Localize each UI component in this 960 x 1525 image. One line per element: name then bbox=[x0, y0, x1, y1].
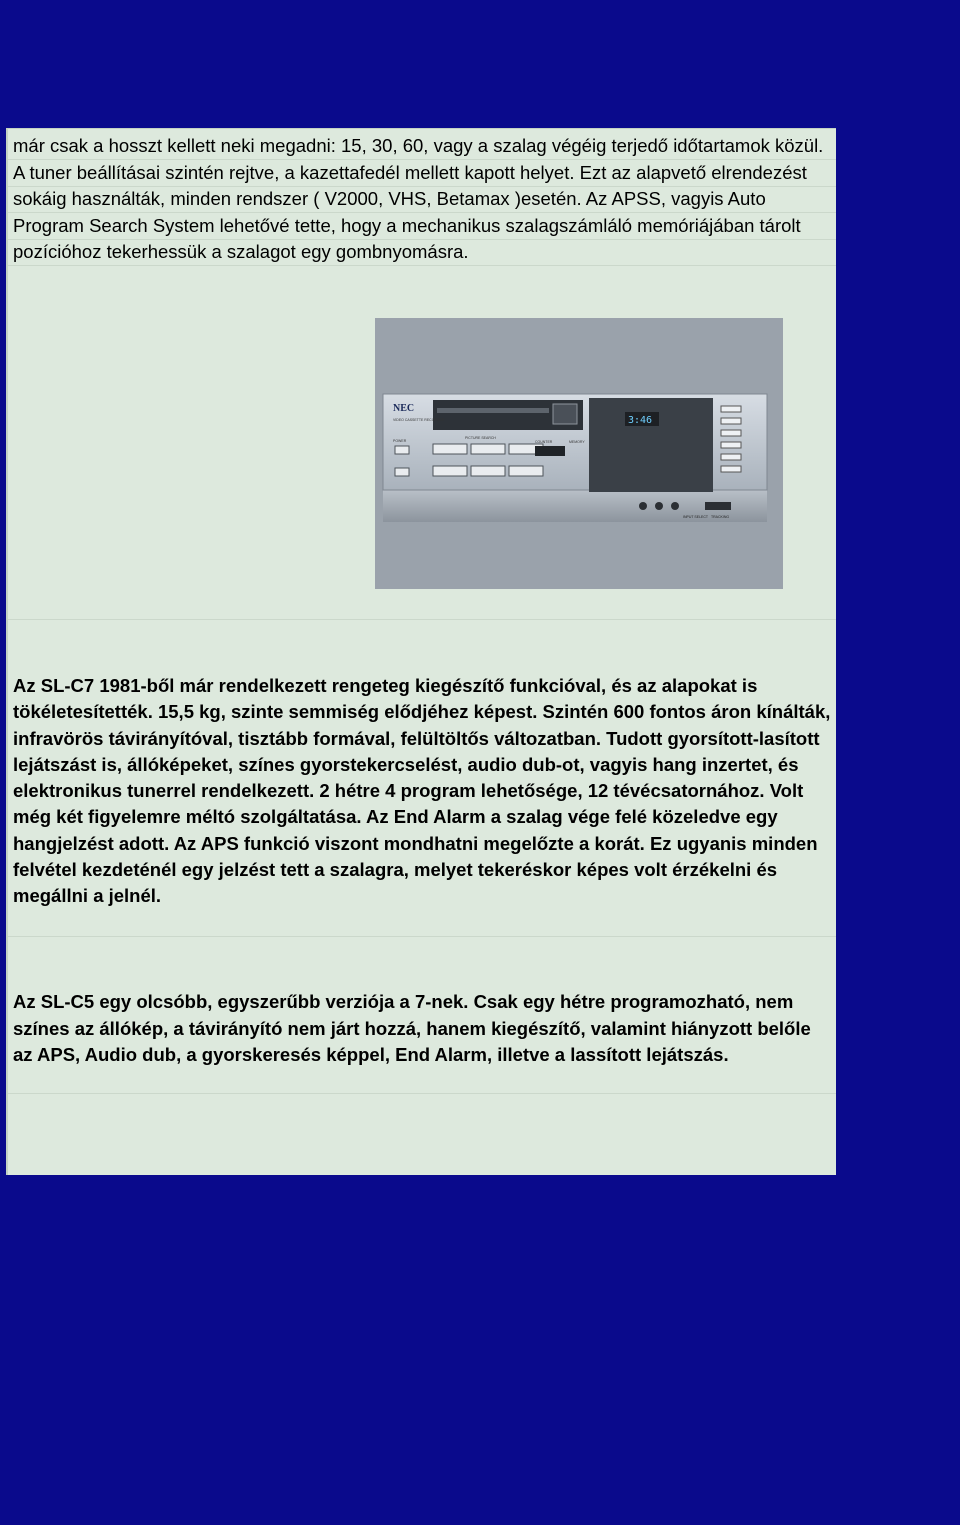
paragraph-sl-c5: Az SL-C5 egy olcsóbb, egyszerűbb verziója a 7-nek. Csak egy hétre programozható, nem színes az állókép, a távirányító nem járt hozzá, hanem kiegészítő, valamint hiányzott belőle az APS, Audio dub, a gyorskeresés képpel, End Alarm, illetve a lassított lejátszás. bbox=[13, 991, 811, 1065]
vcr-photo bbox=[375, 318, 783, 589]
display-readout: 3:46 bbox=[628, 415, 653, 426]
paragraph-intro: már csak a hosszt kellett neki megadni: 15, 30, 60, vagy a szalag végéig terjedő időtartamok közül. A tuner beállításai szintén rejtve, a kazettafedél mellett kapott helyet. Ezt az alapvető elrendezést sokáig használták, minden rendszer ( V2000, VHS, Betamax )esetén. Az APSS, vagyis Auto Program Search System lehetővé tette, hogy a mechanikus szalagszámláló memóriájában tárolt pozícióhoz tekerhessük a szalagot egy gombnyomásra. bbox=[13, 135, 824, 263]
input-select-label: INPUT SELECT bbox=[683, 515, 709, 519]
paragraph-sl-c7: Az SL-C7 1981-ből már rendelkezett rengeteg kiegészítő funkcióval, és az alapokat is tökéletesítették. 15,5 kg, szinte semmiség elődjéhez képest. Szintén 600 fontos áron kínálták, infravörös távirányítóval, tisztább formával, felültöltős változatban. Tudott gyorsított-lasított lejátszást is, állóképeket, színes gyorstekercselést, audio dub-ot, vagyis hang inzertet, és elektronikus tunerrel rendelkezett. 2 hétre 4 program lehetősége, 12 tévécsatornához. Volt még két figyelemre méltó szolgáltatása. Az End Alarm a szalag vége felé közeledve egy hangjelzést adott. Az APS funkció viszont mondhatni megelőzte a korát. Ez ugyanis minden felvétel kezdeténél egy jelzést tett a szalagra, melyet tekeréskor képes volt érzékelni és megállni a jelnél. bbox=[13, 675, 831, 907]
cassette-slot bbox=[437, 408, 549, 413]
counter-label: COUNTER bbox=[535, 440, 553, 444]
timer-button-graphic bbox=[395, 468, 409, 476]
knob bbox=[639, 502, 647, 510]
model-label: VIDEO CASSETTE RECORDER bbox=[393, 418, 445, 422]
picture-search-label: PICTURE SEARCH bbox=[465, 436, 496, 440]
eject-button bbox=[553, 404, 577, 424]
tracking-label: TRACKING bbox=[711, 515, 730, 519]
power-button-graphic bbox=[395, 446, 409, 454]
brand-logo: NEC bbox=[393, 403, 415, 414]
memory-label: MEMORY bbox=[569, 440, 585, 444]
nec-vcr-illustration bbox=[375, 318, 783, 589]
row-line bbox=[8, 1094, 836, 1176]
power-label: POWER bbox=[393, 439, 407, 443]
tracking-slider bbox=[705, 502, 731, 510]
document-sheet bbox=[6, 128, 836, 1175]
counter-digits bbox=[535, 446, 565, 456]
knob bbox=[671, 502, 679, 510]
knob bbox=[655, 502, 663, 510]
